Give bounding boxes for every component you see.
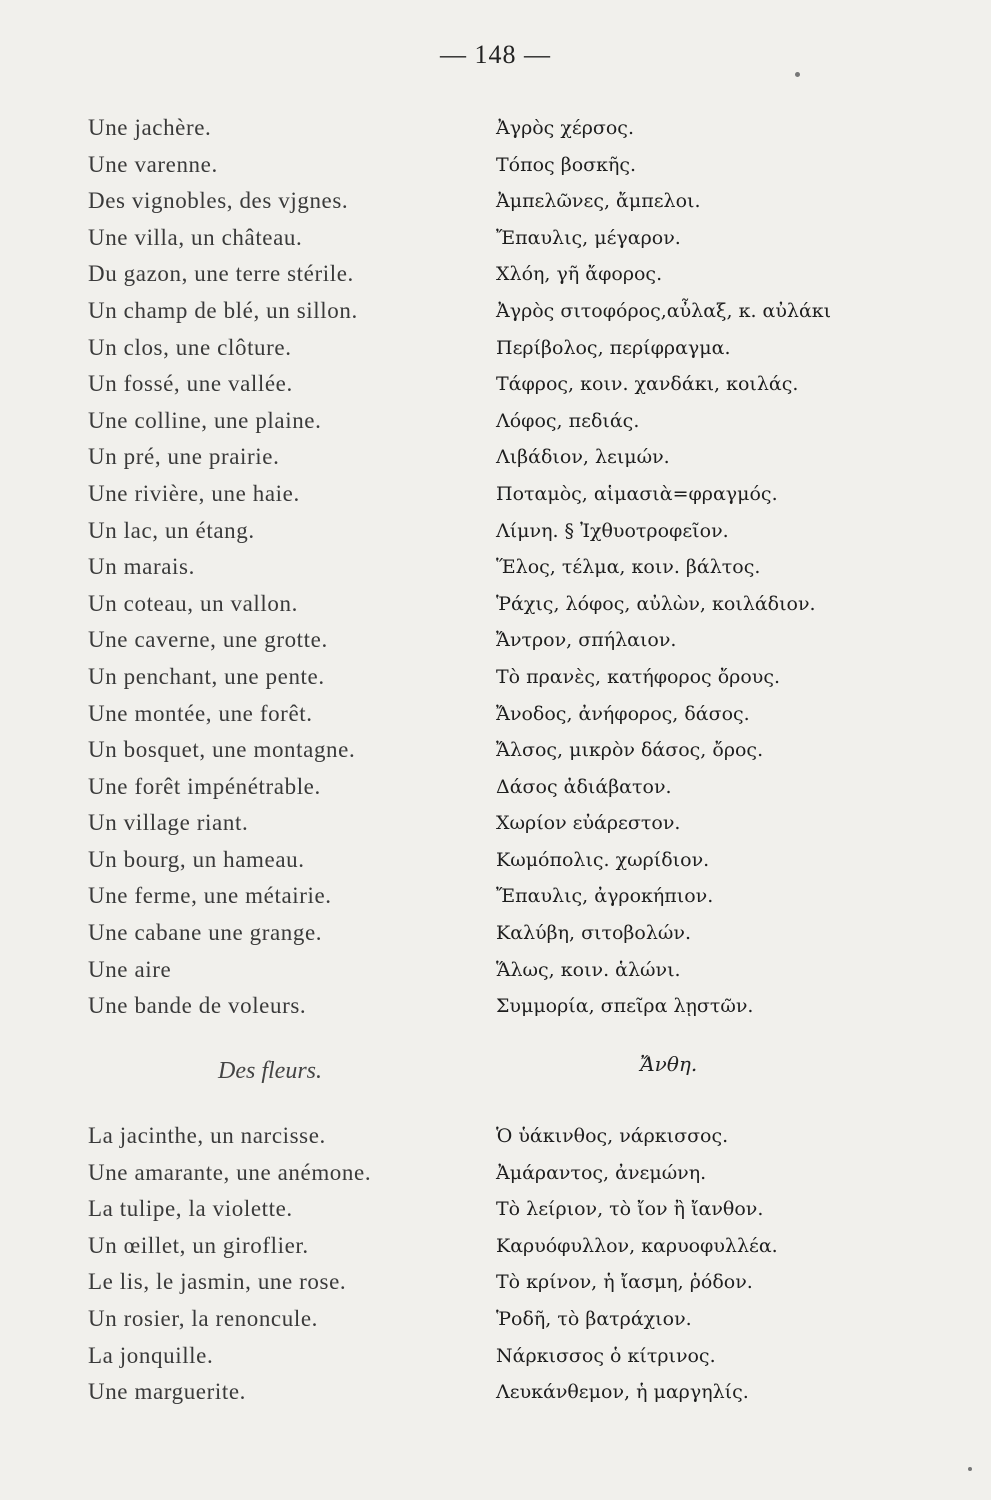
vocabulary-section-landscape: [0, 110, 991, 1025]
greek-term: Ἅλως, κοιν. ἁλώνι.: [496, 958, 681, 981]
section-heading-greek: Ἄνθη.: [640, 1052, 698, 1076]
greek-term: Λευκάνθεμον, ἡ μαργηλίς.: [496, 1381, 749, 1404]
greek-term: Καρυόφυλλον, καρυοφυλλέα.: [496, 1234, 778, 1257]
greek-term: Χωρίον εὐάρεστον.: [496, 812, 681, 835]
greek-term: Ῥάχις, λόφος, αὐλὼν, κοιλάδιον.: [496, 592, 816, 615]
greek-term: Λόφος, πεδιάς.: [496, 409, 640, 432]
vocabulary-row: [0, 1301, 991, 1338]
french-term: La jacinthe, un narcisse.: [88, 1123, 326, 1148]
vocabulary-row: [0, 183, 991, 220]
paper-speck: [968, 1467, 972, 1471]
greek-term: Ἕλος, τέλμα, κοιν. βάλτος.: [496, 556, 761, 579]
vocabulary-row: [0, 256, 991, 293]
french-term: Un pré, une prairie.: [88, 444, 280, 470]
french-term: Une amarante, une anémone.: [88, 1159, 372, 1185]
french-term: Une ferme, une métairie.: [88, 883, 332, 909]
french-term: Un village riant.: [88, 810, 249, 836]
french-term: Un marais.: [88, 554, 195, 580]
vocabulary-row: [0, 439, 991, 476]
vocabulary-section-flowers: [0, 1118, 991, 1411]
vocabulary-row: [0, 1118, 991, 1155]
vocabulary-row: [0, 330, 991, 367]
vocabulary-row: [0, 513, 991, 550]
greek-term: Λιβάδιον, λειμών.: [496, 446, 670, 469]
french-term: Une jachère.: [88, 115, 212, 140]
greek-term: Χλόη, γῆ ἄφορος.: [496, 263, 663, 286]
vocabulary-row: [0, 1374, 991, 1411]
greek-term: Ποταμὸς, αἱμασιὰ=φραγμός.: [496, 482, 778, 505]
paper-speck: [795, 72, 800, 77]
greek-term: Ἔπαυλις, μέγαρον.: [496, 226, 681, 249]
french-term: Un bosquet, une montagne.: [88, 737, 356, 763]
vocabulary-row: [0, 878, 991, 915]
french-term: Une cabane une grange.: [88, 920, 323, 946]
vocabulary-row: [0, 952, 991, 989]
greek-term: Ῥοδῆ, τὸ βατράχιον.: [496, 1307, 692, 1330]
french-term: Du gazon, une terre stérile.: [88, 261, 354, 287]
vocabulary-row: [0, 1228, 991, 1265]
greek-term: Συμμορία, σπεῖρα λῃστῶν.: [496, 995, 754, 1018]
vocabulary-row: [0, 549, 991, 586]
vocabulary-row: [0, 476, 991, 513]
french-term: Un fossé, une vallée.: [88, 371, 293, 397]
french-term: Un rosier, la renoncule.: [88, 1305, 318, 1331]
greek-term: Λίμνη. § Ἰχθυοτροφεῖον.: [496, 519, 729, 542]
greek-term: Ἀμάραντος, ἀνεμώνη.: [496, 1161, 707, 1184]
greek-term: Νάρκισσος ὁ κίτρινος.: [496, 1344, 716, 1367]
vocabulary-row: [0, 769, 991, 806]
greek-term: Ἀγρὸς χέρσος.: [496, 117, 634, 139]
greek-term: Ἀμπελῶνες, ἄμπελοι.: [496, 190, 701, 213]
french-term: La tulipe, la violette.: [88, 1196, 293, 1222]
vocabulary-row: [0, 915, 991, 952]
page-number: — 148 —: [440, 40, 551, 69]
french-term: Une marguerite.: [88, 1379, 247, 1405]
vocabulary-row: [0, 805, 991, 842]
french-term: La jonquille.: [88, 1342, 214, 1368]
greek-term: Τάφρος, κοιν. χανδάκι, κοιλάς.: [496, 373, 799, 396]
french-term: Le lis, le jasmin, une rose.: [88, 1269, 347, 1295]
greek-term: Τὸ κρίνον, ἡ ἴασμη, ῥόδον.: [496, 1271, 753, 1294]
greek-term: Περίβολος, περίφραγμα.: [496, 336, 731, 359]
vocabulary-row: [0, 1264, 991, 1301]
greek-term: Κωμόπολις. χωρίδιον.: [496, 848, 710, 871]
greek-term: Καλύβη, σιτοβολών.: [496, 922, 691, 945]
greek-term: Ὁ ὑάκινθος, νάρκισσος.: [496, 1125, 729, 1147]
french-term: Une bande de voleurs.: [88, 993, 307, 1019]
vocabulary-row: [0, 622, 991, 659]
vocabulary-row: [0, 220, 991, 257]
vocabulary-row: [0, 1155, 991, 1192]
vocabulary-row: [0, 1191, 991, 1228]
greek-term: Ἄντρον, σπήλαιον.: [496, 629, 677, 652]
vocabulary-row: [0, 403, 991, 440]
greek-term: Δάσος ἀδιάβατον.: [496, 775, 672, 798]
greek-term: Τόπος βοσκῆς.: [496, 153, 637, 176]
vocabulary-row: [0, 988, 991, 1025]
french-term: Un clos, une clôture.: [88, 334, 292, 360]
vocabulary-row: [0, 842, 991, 879]
vocabulary-row: [0, 586, 991, 623]
french-term: Un bourg, un hameau.: [88, 846, 305, 872]
french-term: Un penchant, une pente.: [88, 663, 325, 689]
french-term: Une villa, un château.: [88, 224, 303, 250]
section-heading-french: Des fleurs.: [218, 1058, 322, 1084]
section-headings: [0, 1052, 991, 1098]
french-term: Un lac, un étang.: [88, 517, 255, 543]
french-term: Une forêt impénétrable.: [88, 773, 321, 799]
greek-term: Ἀγρὸς σιτοφόρος,αὖλαξ, κ. αὐλάκι: [496, 299, 832, 322]
french-term: Une varenne.: [88, 151, 218, 177]
vocabulary-row: [0, 732, 991, 769]
vocabulary-row: [0, 1338, 991, 1375]
greek-term: Τὸ πρανὲς, κατήφορος ὄρους.: [496, 665, 781, 688]
french-term: Un œillet, un giroflier.: [88, 1232, 309, 1258]
vocabulary-row: [0, 659, 991, 696]
greek-term: Ἔπαυλις, ἀγροκήπιον.: [496, 885, 714, 908]
vocabulary-row: [0, 110, 991, 147]
french-term: Des vignobles, des vjgnes.: [88, 188, 349, 214]
greek-term: Ἄλσος, μικρὸν δάσος, ὄρος.: [496, 739, 764, 762]
french-term: Un coteau, un vallon.: [88, 590, 298, 616]
french-term: Une aire: [88, 956, 172, 982]
greek-term: Τὸ λείριον, τὸ ἴον ἢ ἴανθον.: [496, 1198, 764, 1221]
greek-term: Ἄνοδος, ἀνήφορος, δάσος.: [496, 702, 750, 725]
french-term: Un champ de blé, un sillon.: [88, 297, 358, 323]
french-term: Une colline, une plaine.: [88, 407, 322, 433]
vocabulary-row: [0, 147, 991, 184]
vocabulary-row: [0, 696, 991, 733]
french-term: Une caverne, une grotte.: [88, 627, 328, 653]
french-term: Une rivière, une haie.: [88, 480, 300, 506]
vocabulary-row: [0, 293, 991, 330]
french-term: Une montée, une forêt.: [88, 700, 313, 726]
vocabulary-row: [0, 366, 991, 403]
